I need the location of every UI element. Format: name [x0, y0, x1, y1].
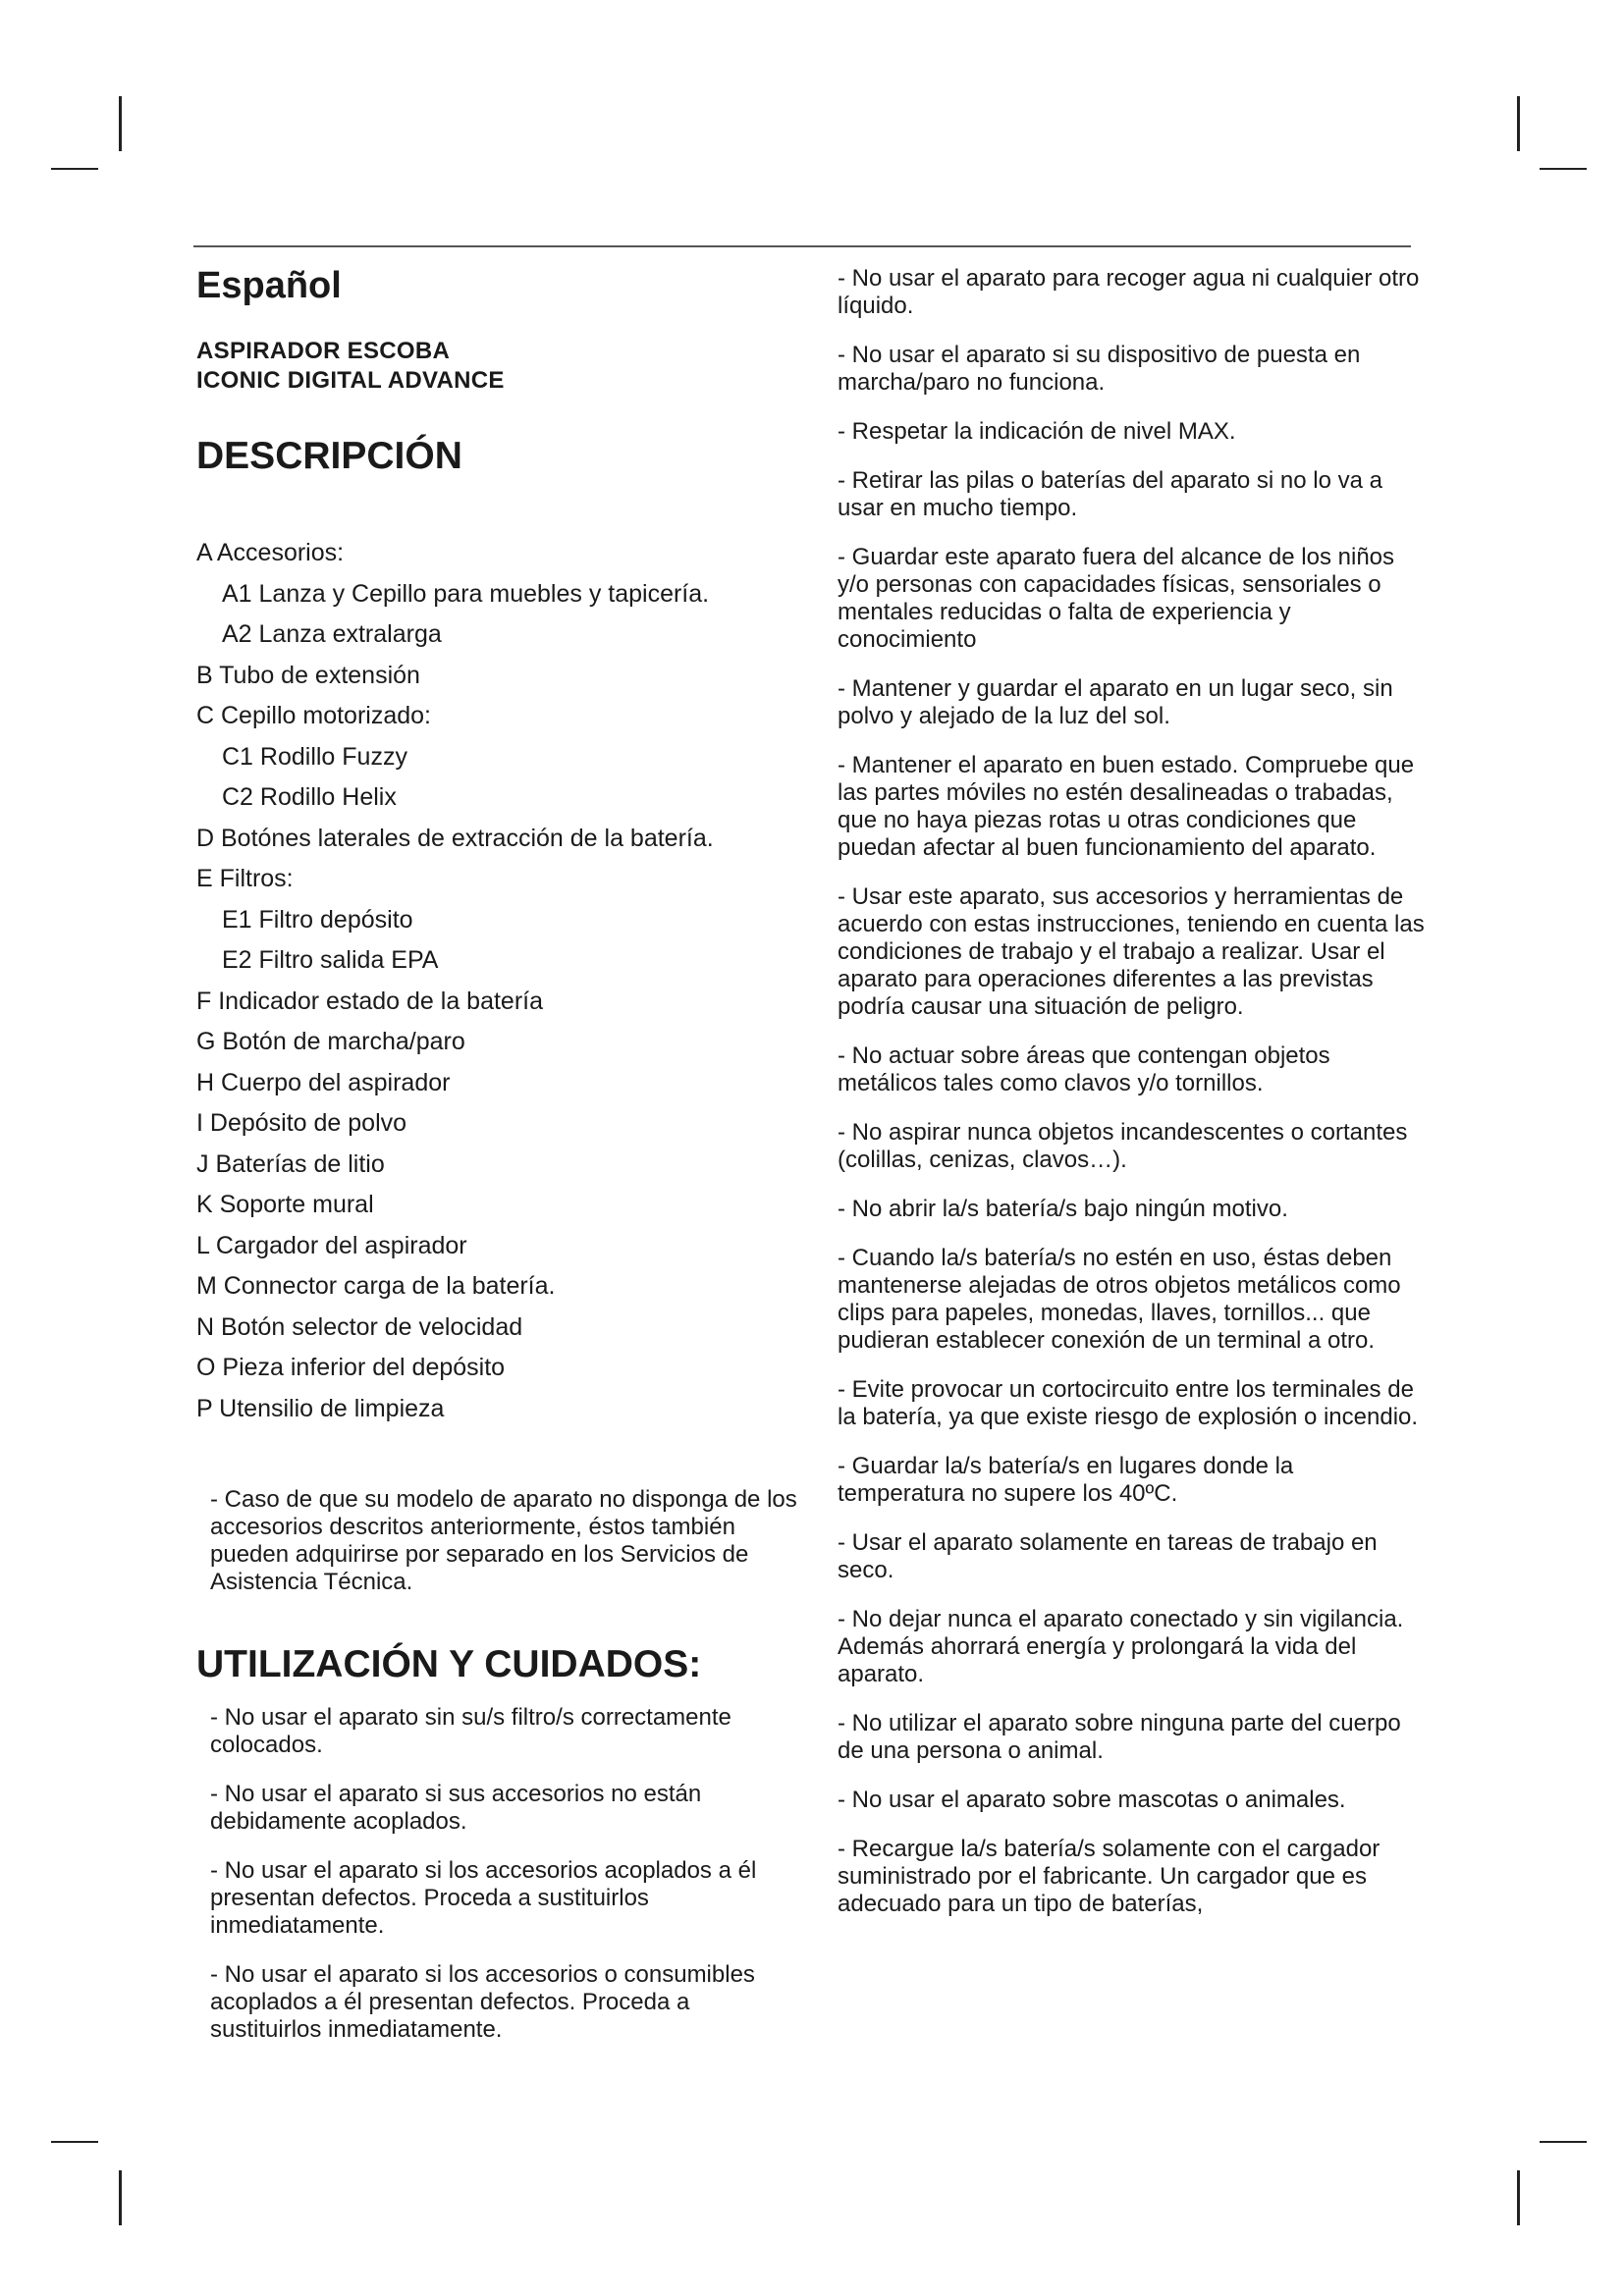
right-column [838, 265, 1427, 1940]
crop-mark-top-left [119, 96, 122, 151]
usage-paragraph: - No abrir la/s batería/s bajo ningún motivo. [838, 1196, 1288, 1222]
usage-paragraph: - No dejar nunca el aparato conectado y sin vigilancia. Además ahorrará energía y prolongará la vida del aparato. [838, 1606, 1404, 1687]
part-item: B Tubo de extensión [196, 661, 420, 689]
usage-paragraph: - Evite provocar un cortocircuito entre los terminales de la batería, ya que existe riesgo de explosión o incendio. [838, 1376, 1419, 1430]
crop-mark-bottom-right [1517, 2170, 1520, 2225]
usage-paragraph: - Retirar las pilas o baterías del aparato si no lo va a usar en mucho tiempo. [838, 467, 1382, 521]
crop-mark-top-right [1517, 96, 1520, 151]
header-rule [193, 245, 1411, 247]
product-name-line: ICONIC DIGITAL ADVANCE [196, 367, 505, 394]
part-item: J Baterías de litio [196, 1149, 385, 1178]
part-item: D Botónes laterales de extracción de la batería. [196, 824, 714, 852]
usage-paragraph: - Usar el aparato solamente en tareas de trabajo en seco. [838, 1529, 1378, 1583]
usage-paragraph: - No usar el aparato sobre mascotas o animales. [838, 1787, 1346, 1813]
part-item: K Soporte mural [196, 1191, 374, 1218]
usage-paragraph: - Cuando la/s batería/s no estén en uso, éstas deben mantenerse alejadas de otros objetos metálicos como clips para papeles, monedas, llaves, tornillos... que pudieran establecer conexión de un terminal a otro. [838, 1245, 1401, 1354]
part-item: L Cargador del aspirador [196, 1231, 467, 1259]
part-item: P Utensilio de limpieza [196, 1394, 445, 1422]
part-subitem: C2 Rodillo Helix [222, 783, 397, 811]
part-item: O Pieza inferior del depósito [196, 1354, 506, 1381]
usage-paragraph: - No usar el aparato si su dispositivo de puesta en marcha/paro no funciona. [838, 342, 1361, 396]
description-heading: DESCRIPCIÓN [196, 435, 462, 477]
part-subitem: A2 Lanza extralarga [222, 620, 442, 648]
crop-mark-bottom-left [51, 2141, 98, 2143]
usage-paragraph: - Guardar este aparato fuera del alcance de los niños y/o personas con capacidades físicas, sensoriales o mentales reducidas o falta de experiencia y conocimiento [838, 544, 1395, 653]
part-item: M Connector carga de la batería. [196, 1272, 556, 1300]
part-subitem: C1 Rodillo Fuzzy [222, 742, 407, 771]
crop-mark-top-right [1540, 168, 1587, 170]
part-subitem: A1 Lanza y Cepillo para muebles y tapicería. [222, 579, 710, 608]
usage-paragraph: - No usar el aparato si los accesorios o consumibles acoplados a él presentan defectos. Proceda a sustituirlos inmediatamente. [210, 1961, 755, 2043]
usage-paragraph: - Recargue la/s batería/s solamente con el cargador suministrado por el fabricante. Un cargador que es adecuado para un tipo de baterías, [838, 1836, 1380, 1917]
usage-heading: UTILIZACIÓN Y CUIDADOS: [196, 1643, 702, 1685]
usage-paragraph: - No utilizar el aparato sobre ninguna parte del cuerpo de una persona o animal. [838, 1710, 1401, 1764]
usage-paragraph: - Guardar la/s batería/s en lugares donde la temperatura no supere los 40ºC. [838, 1453, 1294, 1507]
part-item: H Cuerpo del aspirador [196, 1068, 451, 1096]
usage-list-left [196, 1704, 805, 2044]
usage-paragraph: - No actuar sobre áreas que contengan objetos metálicos tales como clavos y/o tornillos. [838, 1042, 1330, 1096]
usage-paragraph: - No usar el aparato si los accesorios acoplados a él presentan defectos. Proceda a sustituirlos inmediatamente. [210, 1857, 757, 1939]
part-item: F Indicador estado de la batería [196, 987, 544, 1015]
part-item: G Botón de marcha/paro [196, 1028, 465, 1055]
crop-mark-bottom-right [1540, 2141, 1587, 2143]
parts-list [196, 533, 805, 1429]
left-column [196, 255, 805, 2065]
usage-paragraph: - No aspirar nunca objetos incandescentes o cortantes (colillas, cenizas, clavos…). [838, 1119, 1408, 1173]
part-item: A Accesorios: [196, 539, 345, 566]
part-item: E Filtros: [196, 865, 294, 892]
part-item: N Botón selector de velocidad [196, 1312, 523, 1341]
crop-mark-bottom-left [119, 2170, 122, 2225]
part-subitem: E2 Filtro salida EPA [222, 946, 439, 974]
language-title: Español [196, 265, 342, 306]
product-name [196, 337, 805, 396]
usage-paragraph: - No usar el aparato para recoger agua ni cualquier otro líquido. [838, 265, 1420, 319]
usage-paragraph: - No usar el aparato si sus accesorios no están debidamente acoplados. [210, 1781, 702, 1835]
product-name-line: ASPIRADOR ESCOBA [196, 338, 451, 364]
usage-paragraph: - Mantener el aparato en buen estado. Compruebe que las partes móviles no estén desalineadas o trabadas, que no haya piezas rotas u otras condiciones que puedan afectar al buen funcionamiento del aparato. [838, 752, 1415, 861]
part-item: I Depósito de polvo [196, 1109, 407, 1137]
crop-mark-top-left [51, 168, 98, 170]
usage-paragraph: - Respetar la indicación de nivel MAX. [838, 418, 1236, 445]
usage-paragraph: - No usar el aparato sin su/s filtro/s correctamente colocados. [210, 1704, 731, 1758]
part-item: C Cepillo motorizado: [196, 702, 431, 729]
part-subitem: E1 Filtro depósito [222, 905, 413, 934]
accessories-note: - Caso de que su modelo de aparato no disponga de los accesorios descritos anteriormente, éstos también pueden adquirirse por separado en los Servicios de Asistencia Técnica. [210, 1486, 797, 1595]
usage-paragraph: - Mantener y guardar el aparato en un lugar seco, sin polvo y alejado de la luz del sol. [838, 675, 1393, 729]
usage-paragraph: - Usar este aparato, sus accesorios y herramientas de acuerdo con estas instrucciones, teniendo en cuenta las condiciones de trabajo y el trabajo a realizar. Usar el aparato para operaciones diferentes a las previstas podría causar una situación de peligro. [838, 883, 1425, 1020]
